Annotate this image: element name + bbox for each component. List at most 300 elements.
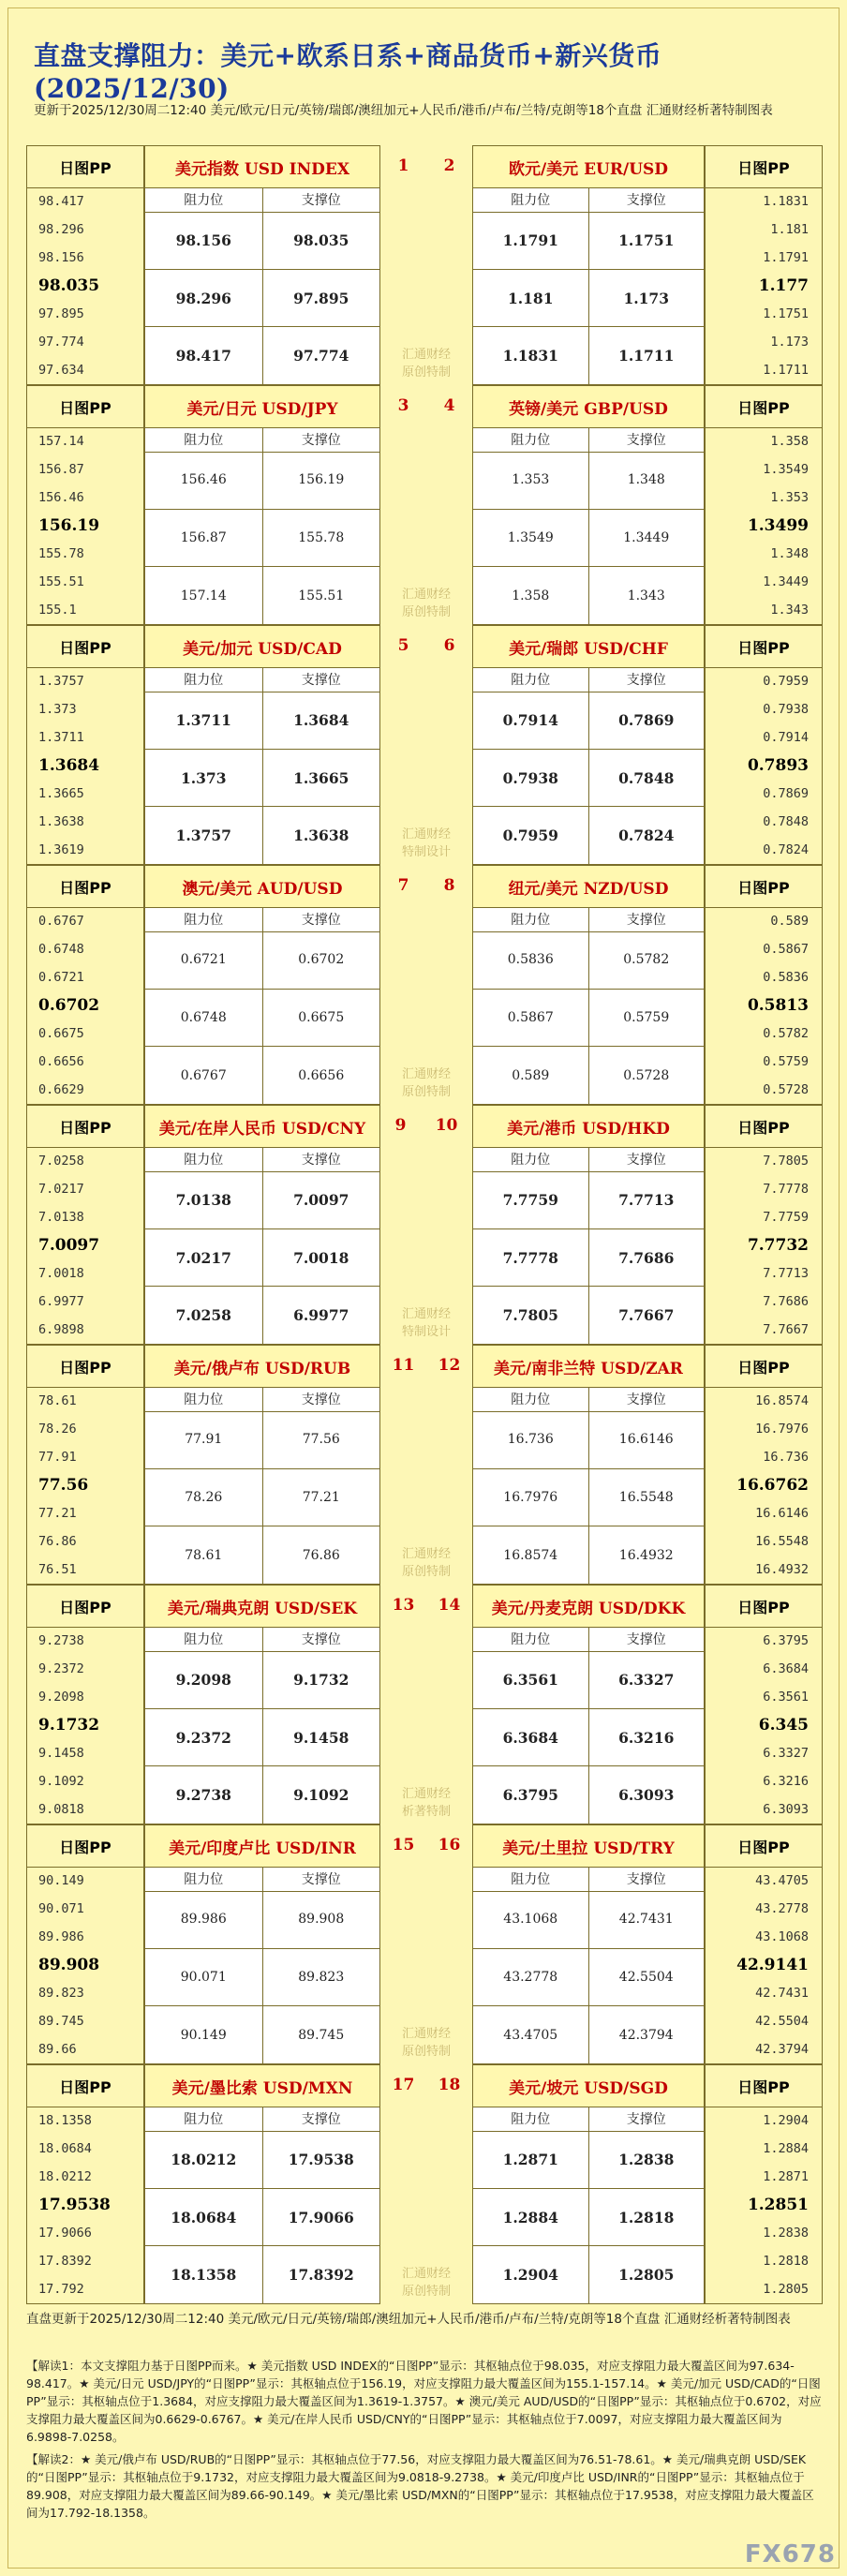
left-level-table bbox=[144, 1105, 380, 1345]
right-number: 4 bbox=[443, 396, 455, 415]
pp-header: 日图PP bbox=[27, 386, 143, 428]
right-number: 14 bbox=[438, 1596, 461, 1615]
table-row bbox=[473, 1526, 704, 1584]
resistance-value: 0.589 bbox=[473, 1047, 589, 1104]
table-subheader bbox=[473, 427, 704, 453]
table-row bbox=[145, 452, 379, 510]
pp-level: 1.373 bbox=[38, 702, 77, 717]
right-number: 12 bbox=[438, 1356, 461, 1375]
pp-level: 16.6146 bbox=[755, 1506, 809, 1521]
table-row bbox=[473, 1047, 704, 1104]
table-row bbox=[145, 1766, 379, 1824]
pivot-value: 1.3684 bbox=[38, 756, 100, 775]
resistance-label: 阻力位 bbox=[473, 1147, 589, 1171]
pp-level: 98.296 bbox=[38, 222, 84, 237]
pp-header: 日图PP bbox=[706, 1586, 822, 1628]
right-pp-column bbox=[705, 625, 823, 865]
table-row bbox=[145, 510, 379, 568]
table-subheader bbox=[473, 1387, 704, 1412]
table-row bbox=[145, 931, 379, 990]
level-rows bbox=[473, 931, 704, 1104]
watermark-line: 汇通财经 bbox=[401, 1307, 451, 1321]
level-rows bbox=[145, 1651, 379, 1824]
pp-level: 1.3449 bbox=[763, 574, 809, 589]
pp-list bbox=[27, 667, 143, 864]
pp-level: 89.66 bbox=[38, 2042, 77, 2057]
support-value: 9.1732 bbox=[293, 1670, 349, 1689]
watermark-line: 原创特制 bbox=[401, 2045, 451, 2059]
pp-level: 1.2838 bbox=[763, 2226, 809, 2241]
support-label: 支撑位 bbox=[301, 1632, 341, 1647]
pp-header: 日图PP bbox=[706, 1825, 822, 1868]
pair-block bbox=[26, 385, 823, 625]
pp-level: 1.1831 bbox=[763, 194, 809, 209]
watermark bbox=[380, 586, 472, 621]
pp-level: 90.149 bbox=[38, 1873, 84, 1888]
pp-level: 0.5867 bbox=[763, 942, 809, 957]
pp-list bbox=[706, 427, 822, 624]
block-numbers bbox=[380, 1585, 472, 1626]
pp-level: 156.46 bbox=[38, 490, 84, 505]
support-value: 1.3684 bbox=[293, 710, 349, 729]
pp-level: 7.7759 bbox=[763, 1210, 809, 1225]
right-level-table bbox=[472, 385, 705, 625]
support-label: 支撑位 bbox=[626, 913, 666, 928]
support-value: 7.0018 bbox=[293, 1248, 349, 1267]
left-number: 17 bbox=[392, 2076, 415, 2094]
table-row bbox=[473, 1651, 704, 1709]
block-numbers bbox=[380, 2064, 472, 2106]
pp-header: 日图PP bbox=[27, 866, 143, 908]
support-value: 17.8392 bbox=[288, 2266, 354, 2285]
support-value: 98.035 bbox=[293, 231, 349, 249]
level-rows bbox=[473, 452, 704, 624]
table-row bbox=[473, 692, 704, 750]
support-value: 17.9066 bbox=[288, 2208, 354, 2226]
support-value: 155.78 bbox=[298, 530, 345, 545]
pp-level: 43.2778 bbox=[755, 1901, 809, 1916]
left-pp-column bbox=[26, 1105, 144, 1345]
level-rows bbox=[145, 212, 379, 384]
pp-level: 7.0138 bbox=[38, 1210, 84, 1225]
table-row bbox=[145, 1171, 379, 1229]
table-row bbox=[473, 2006, 704, 2063]
table-row bbox=[145, 327, 379, 384]
table-row bbox=[473, 567, 704, 624]
support-label: 支撑位 bbox=[626, 673, 666, 688]
table-row bbox=[145, 1891, 379, 1949]
pp-level: 16.5548 bbox=[755, 1534, 809, 1549]
watermark bbox=[380, 346, 472, 381]
support-label: 支撑位 bbox=[301, 2112, 341, 2127]
pp-level: 0.6767 bbox=[38, 914, 84, 929]
watermark-line: 汇通财经 bbox=[401, 827, 451, 841]
table-subheader bbox=[473, 1867, 704, 1892]
pp-level: 98.417 bbox=[38, 194, 84, 209]
resistance-label: 阻力位 bbox=[145, 2107, 263, 2131]
pair-name: 美元/印度卢比 USD/INR bbox=[145, 1825, 379, 1868]
support-value: 9.1458 bbox=[293, 1728, 349, 1747]
resistance-value: 43.4705 bbox=[473, 2006, 589, 2063]
pp-level: 43.4705 bbox=[755, 1873, 809, 1888]
resistance-value: 1.1791 bbox=[473, 212, 589, 269]
support-label: 支撑位 bbox=[301, 193, 341, 208]
resistance-value: 1.3549 bbox=[473, 510, 589, 567]
support-value: 89.745 bbox=[298, 2027, 345, 2043]
watermark-line: 原创特制 bbox=[401, 1565, 451, 1579]
pair-name: 美元/土里拉 USD/TRY bbox=[473, 1825, 704, 1868]
pivot-value: 0.7893 bbox=[747, 756, 809, 775]
level-rows bbox=[145, 692, 379, 864]
pair-name: 纽元/美元 NZD/USD bbox=[473, 866, 704, 908]
support-value: 1.173 bbox=[623, 289, 670, 307]
pair-name: 美元/在岸人民币 USD/CNY bbox=[145, 1106, 379, 1148]
level-rows bbox=[145, 1411, 379, 1584]
table-subheader bbox=[473, 187, 704, 213]
pp-list bbox=[27, 2107, 143, 2303]
support-label: 支撑位 bbox=[626, 1153, 666, 1168]
analysis-note-2: 【解读2：★ 美元/俄卢布 USD/RUB的“日图PP”显示：其枢轴点位于77.56，对应支撑阻力最大覆盖区间为76.51-78.61。★ 美元/瑞典克朗 USD/SEK的“日图PP”显示：其枢轴点位于9.1732，对应支撑阻力最大覆盖区间为9.0818-9.2738。★ 美元/印度卢比 USD/INR的“日图PP”显示：其枢轴点位于89.908，对应支撑阻力最大覆盖区间为89.66-90.149。★ 美元/墨比索 USD/MXN的“日图PP”显示：其枢轴点位于17.9538，对应支撑阻力最大覆盖区间为17.792-18.1358。 bbox=[26, 2452, 814, 2520]
resistance-value: 77.91 bbox=[145, 1411, 263, 1468]
pp-level: 77.91 bbox=[38, 1450, 77, 1465]
pp-list bbox=[706, 2107, 822, 2303]
table-row bbox=[473, 1469, 704, 1527]
block-numbers bbox=[380, 1824, 472, 1866]
pair-name: 英镑/美元 GBP/USD bbox=[473, 386, 704, 428]
table-subheader bbox=[473, 1147, 704, 1172]
support-value: 6.3216 bbox=[618, 1728, 675, 1747]
pp-level: 1.1791 bbox=[763, 250, 809, 265]
pp-level: 18.0684 bbox=[38, 2141, 92, 2156]
table-row bbox=[473, 1709, 704, 1767]
support-value: 7.0097 bbox=[293, 1190, 349, 1209]
pp-level: 0.7959 bbox=[763, 674, 809, 689]
pivot-value: 77.56 bbox=[38, 1476, 89, 1495]
support-value: 89.908 bbox=[298, 1912, 345, 1928]
support-value: 6.9977 bbox=[293, 1306, 349, 1325]
resistance-value: 0.5867 bbox=[473, 990, 589, 1047]
pp-level: 0.6675 bbox=[38, 1026, 84, 1041]
resistance-value: 1.3757 bbox=[145, 807, 263, 864]
table-subheader bbox=[473, 1627, 704, 1652]
pp-level: 155.51 bbox=[38, 574, 84, 589]
pp-level: 1.3619 bbox=[38, 842, 84, 857]
resistance-value: 1.358 bbox=[473, 567, 589, 624]
pivot-value: 98.035 bbox=[38, 276, 100, 295]
pp-level: 89.745 bbox=[38, 2014, 84, 2029]
table-row bbox=[145, 692, 379, 750]
resistance-value: 0.7914 bbox=[473, 692, 589, 749]
resistance-value: 0.6721 bbox=[145, 931, 263, 989]
pp-level: 1.3711 bbox=[38, 730, 84, 745]
support-value: 0.5759 bbox=[623, 1010, 670, 1025]
left-number: 7 bbox=[397, 876, 409, 895]
pp-level: 17.8392 bbox=[38, 2254, 92, 2269]
watermark-line: 汇通财经 bbox=[401, 1787, 451, 1801]
pp-level: 78.61 bbox=[38, 1393, 77, 1408]
pp-header: 日图PP bbox=[27, 1825, 143, 1868]
table-row bbox=[473, 807, 704, 864]
table-row bbox=[473, 270, 704, 328]
resistance-value: 16.7976 bbox=[473, 1469, 589, 1526]
level-rows bbox=[473, 212, 704, 384]
watermark-line: 汇通财经 bbox=[401, 2027, 451, 2041]
table-row bbox=[145, 2131, 379, 2189]
support-value: 6.3327 bbox=[618, 1670, 675, 1689]
resistance-label: 阻力位 bbox=[145, 427, 263, 452]
resistance-value: 9.2372 bbox=[145, 1709, 263, 1766]
support-value: 7.7713 bbox=[618, 1190, 675, 1209]
left-pp-column bbox=[26, 1824, 144, 2064]
table-row bbox=[473, 2189, 704, 2247]
support-label: 支撑位 bbox=[626, 1632, 666, 1647]
table-subheader bbox=[145, 427, 379, 453]
pp-list bbox=[27, 427, 143, 624]
resistance-value: 98.296 bbox=[145, 270, 263, 327]
support-label: 支撑位 bbox=[301, 1153, 341, 1168]
watermark-line: 原创特制 bbox=[401, 1085, 451, 1099]
left-level-table bbox=[144, 1585, 380, 1824]
right-pp-column bbox=[705, 1105, 823, 1345]
resistance-value: 0.6767 bbox=[145, 1047, 263, 1104]
support-value: 1.1751 bbox=[618, 231, 675, 249]
pp-level: 7.0258 bbox=[38, 1154, 84, 1169]
pp-level: 6.3093 bbox=[763, 1802, 809, 1817]
pp-list bbox=[706, 907, 822, 1104]
resistance-value: 7.0138 bbox=[145, 1171, 263, 1228]
resistance-value: 18.0212 bbox=[145, 2131, 263, 2188]
pp-level: 16.8574 bbox=[755, 1393, 809, 1408]
table-row bbox=[473, 1287, 704, 1344]
left-pp-column bbox=[26, 385, 144, 625]
pivot-value: 1.3499 bbox=[747, 516, 809, 535]
pp-level: 0.7938 bbox=[763, 702, 809, 717]
pair-block bbox=[26, 865, 823, 1105]
fx678-logo: FX678 bbox=[744, 2540, 836, 2569]
block-numbers bbox=[380, 385, 472, 426]
watermark bbox=[380, 1065, 472, 1101]
pp-level: 7.7713 bbox=[763, 1266, 809, 1281]
resistance-label: 阻力位 bbox=[145, 1147, 263, 1171]
block-numbers bbox=[380, 1345, 472, 1386]
pp-level: 1.2871 bbox=[763, 2169, 809, 2184]
pp-level: 89.986 bbox=[38, 1929, 84, 1944]
table-row bbox=[145, 1469, 379, 1527]
resistance-value: 6.3561 bbox=[473, 1651, 589, 1708]
support-value: 156.19 bbox=[298, 472, 345, 488]
support-value: 1.2818 bbox=[618, 2208, 675, 2226]
table-row bbox=[145, 750, 379, 808]
resistance-label: 阻力位 bbox=[473, 667, 589, 692]
table-row bbox=[473, 452, 704, 510]
right-pp-column bbox=[705, 1585, 823, 1824]
pp-level: 78.26 bbox=[38, 1422, 77, 1437]
pair-block bbox=[26, 1824, 823, 2064]
support-value: 7.7667 bbox=[618, 1306, 675, 1325]
table-subheader bbox=[145, 667, 379, 692]
pp-level: 1.1711 bbox=[763, 363, 809, 378]
support-label: 支撑位 bbox=[626, 2112, 666, 2127]
pp-level: 1.3665 bbox=[38, 786, 84, 801]
resistance-value: 1.353 bbox=[473, 452, 589, 509]
support-value: 1.3638 bbox=[293, 826, 349, 845]
pp-level: 18.0212 bbox=[38, 2169, 92, 2184]
pp-level: 1.3757 bbox=[38, 674, 84, 689]
resistance-label: 阻力位 bbox=[473, 1627, 589, 1651]
resistance-value: 156.46 bbox=[145, 452, 263, 509]
pair-name: 美元/港币 USD/HKD bbox=[473, 1106, 704, 1148]
resistance-value: 7.7759 bbox=[473, 1171, 589, 1228]
pp-level: 9.2098 bbox=[38, 1690, 84, 1705]
left-level-table bbox=[144, 2064, 380, 2304]
pp-list bbox=[706, 1867, 822, 2063]
pp-level: 6.9977 bbox=[38, 1294, 84, 1309]
resistance-value: 7.7805 bbox=[473, 1287, 589, 1344]
pp-level: 157.14 bbox=[38, 434, 84, 449]
watermark-line: 汇通财经 bbox=[401, 1067, 451, 1081]
support-value: 0.7824 bbox=[618, 826, 675, 845]
right-pp-column bbox=[705, 865, 823, 1105]
pp-level: 1.181 bbox=[770, 222, 809, 237]
pp-level: 1.3638 bbox=[38, 814, 84, 829]
left-pp-column bbox=[26, 1585, 144, 1824]
table-row bbox=[473, 1766, 704, 1824]
pp-header: 日图PP bbox=[27, 2065, 143, 2107]
resistance-value: 7.0258 bbox=[145, 1287, 263, 1344]
level-rows bbox=[473, 692, 704, 864]
pp-header: 日图PP bbox=[27, 1586, 143, 1628]
pp-level: 0.6656 bbox=[38, 1054, 84, 1069]
right-pp-column bbox=[705, 2064, 823, 2304]
watermark-line: 汇通财经 bbox=[401, 348, 451, 362]
pp-level: 0.5782 bbox=[763, 1026, 809, 1041]
pp-level: 7.7805 bbox=[763, 1154, 809, 1169]
support-value: 17.9538 bbox=[288, 2150, 354, 2168]
right-number: 18 bbox=[438, 2076, 461, 2094]
watermark-line: 原创特制 bbox=[401, 2285, 451, 2299]
pivot-value: 1.177 bbox=[758, 276, 809, 295]
pp-level: 0.6629 bbox=[38, 1082, 84, 1097]
pp-level: 16.4932 bbox=[755, 1562, 809, 1577]
resistance-label: 阻力位 bbox=[473, 187, 589, 212]
support-value: 42.5504 bbox=[618, 1970, 674, 1985]
pp-list bbox=[706, 1147, 822, 1344]
table-row bbox=[145, 2189, 379, 2247]
table-row bbox=[145, 567, 379, 624]
pp-level: 7.7667 bbox=[763, 1322, 809, 1337]
support-value: 42.3794 bbox=[618, 2027, 674, 2043]
resistance-value: 43.2778 bbox=[473, 1949, 589, 2006]
watermark bbox=[380, 1545, 472, 1581]
resistance-label: 阻力位 bbox=[145, 187, 263, 212]
pp-level: 89.823 bbox=[38, 1986, 84, 2001]
resistance-value: 0.6748 bbox=[145, 990, 263, 1047]
resistance-value: 9.2738 bbox=[145, 1766, 263, 1824]
table-row bbox=[145, 1949, 379, 2007]
left-pp-column bbox=[26, 865, 144, 1105]
resistance-label: 阻力位 bbox=[145, 1387, 263, 1411]
table-subheader bbox=[145, 907, 379, 932]
pp-level: 155.78 bbox=[38, 546, 84, 561]
support-value: 1.2805 bbox=[618, 2266, 675, 2285]
pp-header: 日图PP bbox=[27, 626, 143, 668]
support-value: 1.3665 bbox=[293, 768, 349, 787]
resistance-value: 98.417 bbox=[145, 327, 263, 384]
resistance-value: 43.1068 bbox=[473, 1891, 589, 1948]
right-pp-column bbox=[705, 145, 823, 385]
pp-level: 7.0217 bbox=[38, 1182, 84, 1197]
pp-level: 6.3684 bbox=[763, 1661, 809, 1676]
resistance-value: 1.181 bbox=[473, 270, 589, 327]
table-subheader bbox=[473, 667, 704, 692]
pp-header: 日图PP bbox=[27, 1106, 143, 1148]
table-row bbox=[473, 750, 704, 808]
right-pp-column bbox=[705, 1824, 823, 2064]
resistance-value: 1.3711 bbox=[145, 692, 263, 749]
pp-level: 7.7686 bbox=[763, 1294, 809, 1309]
block-numbers bbox=[380, 865, 472, 906]
pp-level: 0.5728 bbox=[763, 1082, 809, 1097]
resistance-value: 7.7778 bbox=[473, 1229, 589, 1287]
resistance-value: 0.7959 bbox=[473, 807, 589, 864]
level-rows bbox=[473, 1171, 704, 1344]
footer-update-text: 直盘更新于2025/12/30周二12:40 美元/欧元/日元/英镑/瑞郎/澳纽加元+人民币/港币/卢布/兰特/克朗等18个直盘 汇通财经析著特制图表 bbox=[26, 2312, 791, 2327]
support-label: 支撑位 bbox=[301, 1872, 341, 1887]
pivot-value: 6.345 bbox=[758, 1716, 809, 1735]
right-level-table bbox=[472, 145, 705, 385]
right-number: 16 bbox=[438, 1836, 461, 1854]
right-level-table bbox=[472, 865, 705, 1105]
level-rows bbox=[145, 2131, 379, 2303]
left-number: 15 bbox=[392, 1836, 415, 1854]
resistance-value: 16.8574 bbox=[473, 1526, 589, 1584]
pp-list bbox=[27, 1627, 143, 1824]
pp-list bbox=[27, 1867, 143, 2063]
watermark-line: 原创特制 bbox=[401, 605, 451, 619]
pivot-value: 0.5813 bbox=[747, 996, 809, 1015]
left-level-table bbox=[144, 1345, 380, 1585]
left-level-table bbox=[144, 1824, 380, 2064]
left-level-table bbox=[144, 145, 380, 385]
pair-name: 美元/南非兰特 USD/ZAR bbox=[473, 1346, 704, 1388]
pair-name: 美元/俄卢布 USD/RUB bbox=[145, 1346, 379, 1388]
resistance-value: 156.87 bbox=[145, 510, 263, 567]
table-row bbox=[145, 2006, 379, 2063]
level-rows bbox=[145, 931, 379, 1104]
watermark bbox=[380, 826, 472, 861]
left-level-table bbox=[144, 625, 380, 865]
watermark-line: 特制设计 bbox=[401, 845, 451, 859]
pair-name: 美元/丹麦克朗 USD/DKK bbox=[473, 1586, 704, 1628]
resistance-value: 9.2098 bbox=[145, 1651, 263, 1708]
pair-name: 美元/瑞典克朗 USD/SEK bbox=[145, 1586, 379, 1628]
page-title: 直盘支撑阻力：美元+欧系日系+商品货币+新兴货币(2025/12/30) bbox=[34, 40, 662, 104]
pair-block bbox=[26, 625, 823, 865]
page-subtitle: 更新于2025/12/30周二12:40 美元/欧元/日元/英镑/瑞郎/澳纽加元+人民币/港币/卢布/兰特/克朗等18个直盘 汇通财经析著特制图表 bbox=[34, 103, 773, 118]
pp-header: 日图PP bbox=[706, 2065, 822, 2107]
support-value: 0.7869 bbox=[618, 710, 675, 729]
resistance-value: 1.2904 bbox=[473, 2246, 589, 2303]
pp-level: 42.7431 bbox=[755, 1986, 809, 2001]
pp-header: 日图PP bbox=[27, 146, 143, 188]
table-row bbox=[473, 1411, 704, 1469]
left-level-table bbox=[144, 865, 380, 1105]
pp-list bbox=[706, 1627, 822, 1824]
resistance-value: 6.3684 bbox=[473, 1709, 589, 1766]
resistance-label: 阻力位 bbox=[473, 2107, 589, 2131]
left-level-table bbox=[144, 385, 380, 625]
resistance-label: 阻力位 bbox=[473, 1867, 589, 1891]
